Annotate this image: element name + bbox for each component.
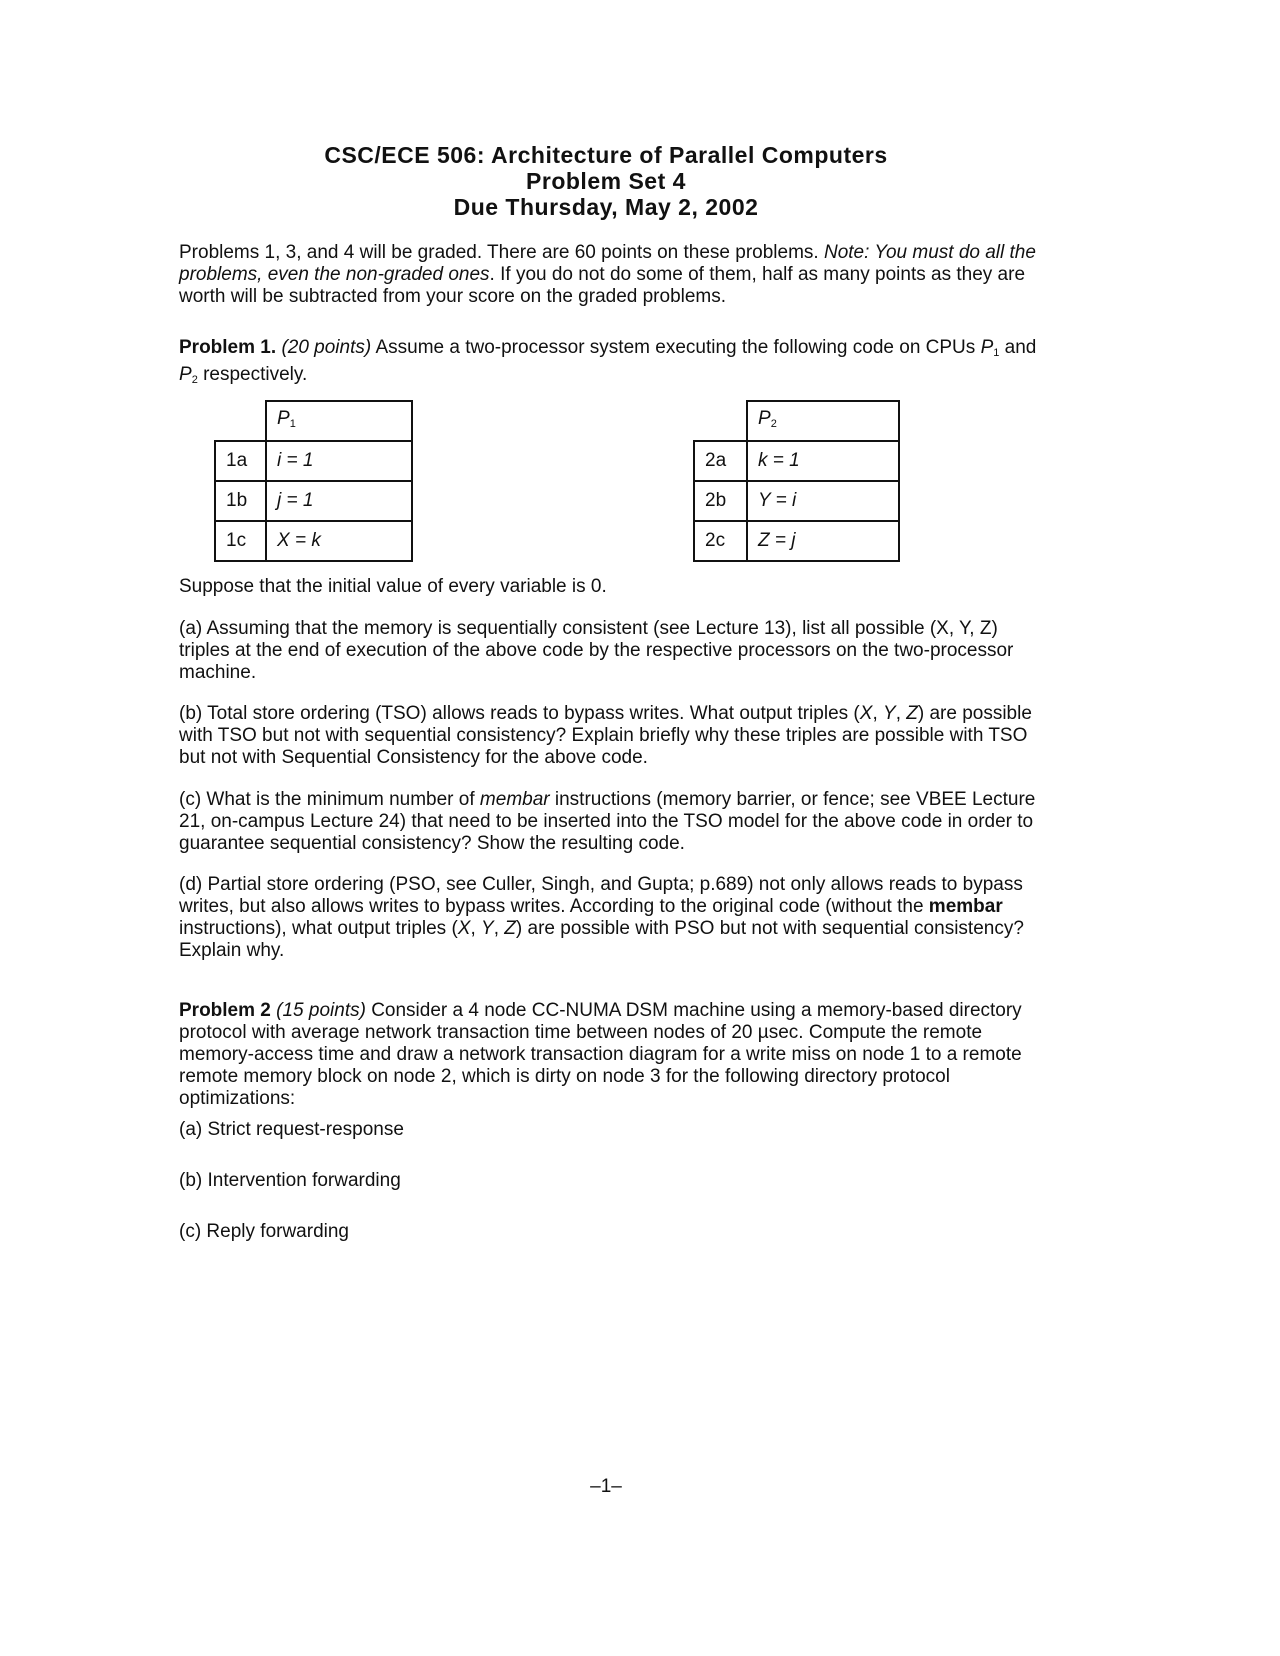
table-row <box>215 441 412 481</box>
problem-1d: (d) Partial store ordering (PSO, see Culler, Singh, and Gupta; p.689) not only allows reads to bypass writes, but also allows writes to bypass writes. According to the original code (without the membar instructions), what output triples (X, Y, Z) are possible with PSO but not with sequential consistency? Explain why. <box>179 874 1024 961</box>
problem-1-heading <box>179 337 1049 391</box>
row-code: Y = i <box>758 490 797 511</box>
due-date: Due Thursday, May 2, 2002 <box>453 194 759 220</box>
problem-2-points: (15 points) <box>270 1000 366 1021</box>
table-row <box>215 481 412 521</box>
course-title: CSC/ECE 506: Architecture of Parallel Computers <box>324 142 888 168</box>
problem-2c: (c) Reply forwarding <box>179 1221 349 1242</box>
intro-paragraph <box>179 242 1049 308</box>
row-id: 1c <box>215 521 266 561</box>
document-title <box>0 142 1212 220</box>
problem-2a: (a) Strict request-response <box>179 1119 404 1140</box>
row-id: 2b <box>694 481 747 521</box>
problem-1a: (a) Assuming that the memory is sequentially consistent (see Lecture 13), list all possible (X, Y, Z) triples at the end of execution of the above code by the respective processors on the two-processor machine. <box>179 618 1014 683</box>
var: Z <box>906 703 918 724</box>
text: and <box>999 337 1037 358</box>
row-code: Z = j <box>758 530 796 551</box>
var: Y <box>481 918 494 939</box>
var: X <box>859 703 873 724</box>
row-id: 1a <box>215 441 266 481</box>
problem-set-title: Problem Set 4 <box>526 168 686 194</box>
initial-value-note: Suppose that the initial value of every variable is 0. <box>179 576 607 597</box>
var: Z <box>504 918 516 939</box>
table-row <box>215 521 412 561</box>
problem-1-label: Problem 1. <box>179 337 277 358</box>
p-symbol: P <box>980 337 994 358</box>
text: ) are possible with PSO but not with sequential consistency? Explain why. <box>179 918 1024 961</box>
membar-term: membar <box>479 789 550 810</box>
row-code: i = 1 <box>277 450 314 471</box>
table-header: P <box>758 407 771 429</box>
p2-code-table <box>693 400 900 562</box>
text: instructions (memory barrier, or fence; see VBEE Lecture 21, on-campus Lecture 24) that need to be inserted into the TSO model for the above code in order to guarantee sequential consistency? Show the resulting code. <box>179 789 1036 854</box>
intro-note: Note: You must do all the problems, even the non-graded ones <box>179 242 1036 285</box>
p1-code-table <box>214 400 413 562</box>
membar-term: membar <box>928 896 1003 917</box>
row-id: 2c <box>694 521 747 561</box>
problem-2-label: Problem 2 <box>179 1000 271 1021</box>
var: Y <box>883 703 896 724</box>
header-sub: 2 <box>770 417 777 430</box>
table-row <box>694 441 899 481</box>
row-id: 1b <box>215 481 266 521</box>
problem-2b: (b) Intervention forwarding <box>179 1170 401 1191</box>
text: instructions), what output triples ( <box>179 918 458 939</box>
table-header: P <box>277 407 290 429</box>
page-number: –1– <box>590 1476 622 1497</box>
intro-text: Problems 1, 3, and 4 will be graded. There are 60 points on these problems. <box>179 242 824 263</box>
text: ) are possible with TSO but not with sequential consistency? Explain briefly why these triples are possible with TSO but not with Sequential Consistency for the above code. <box>179 703 1032 768</box>
row-code: k = 1 <box>758 450 800 471</box>
p-sub: 1 <box>993 347 1000 359</box>
text: (d) Partial store ordering (PSO, see Culler, Singh, and Gupta; p.689) not only allows reads to bypass writes, but also allows writes to bypass writes. According to the original code (without the <box>179 874 1023 917</box>
text: respectively. <box>197 364 308 385</box>
problem-2-text: Consider a 4 node CC-NUMA DSM machine using a memory-based directory protocol with average network transaction time between nodes of 20 µsec. Compute the remote memory-access time and draw a network transaction diagram for a write miss on node 1 to a remote remote memory block on node 2, which is dirty on node 3 for the following directory protocol optimizations: <box>179 1000 1022 1109</box>
p-symbol: P <box>179 364 192 385</box>
problem-1-points: (20 points) <box>281 337 372 358</box>
problem-1c <box>179 789 1049 855</box>
table-row <box>694 521 899 561</box>
row-code: j = 1 <box>277 490 314 511</box>
row-code: X = k <box>277 530 321 551</box>
table-row <box>694 481 899 521</box>
problem-2 <box>179 1000 1049 1110</box>
intro-text-end: . If you do not do some of them, half as many points as they are worth will be subtracted from your score on the graded problems. <box>179 264 1026 307</box>
header-sub: 1 <box>289 417 296 430</box>
problem-1-text: Assume a two-processor system executing the following code on CPUs <box>371 337 981 358</box>
text: (c) What is the minimum number of <box>179 789 480 810</box>
p-sub: 2 <box>191 374 198 386</box>
row-id: 2a <box>694 441 747 481</box>
problem-1b: (b) Total store ordering (TSO) allows reads to bypass writes. What output triples (X, Y, Z) are possible with TSO but not with sequential consistency? Explain briefly why these triples are possible with TSO but not with Sequential Consistency for the above code. <box>179 703 1032 768</box>
text: (b) Total store ordering (TSO) allows reads to bypass writes. What output triples ( <box>179 703 860 724</box>
var: X <box>457 918 471 939</box>
